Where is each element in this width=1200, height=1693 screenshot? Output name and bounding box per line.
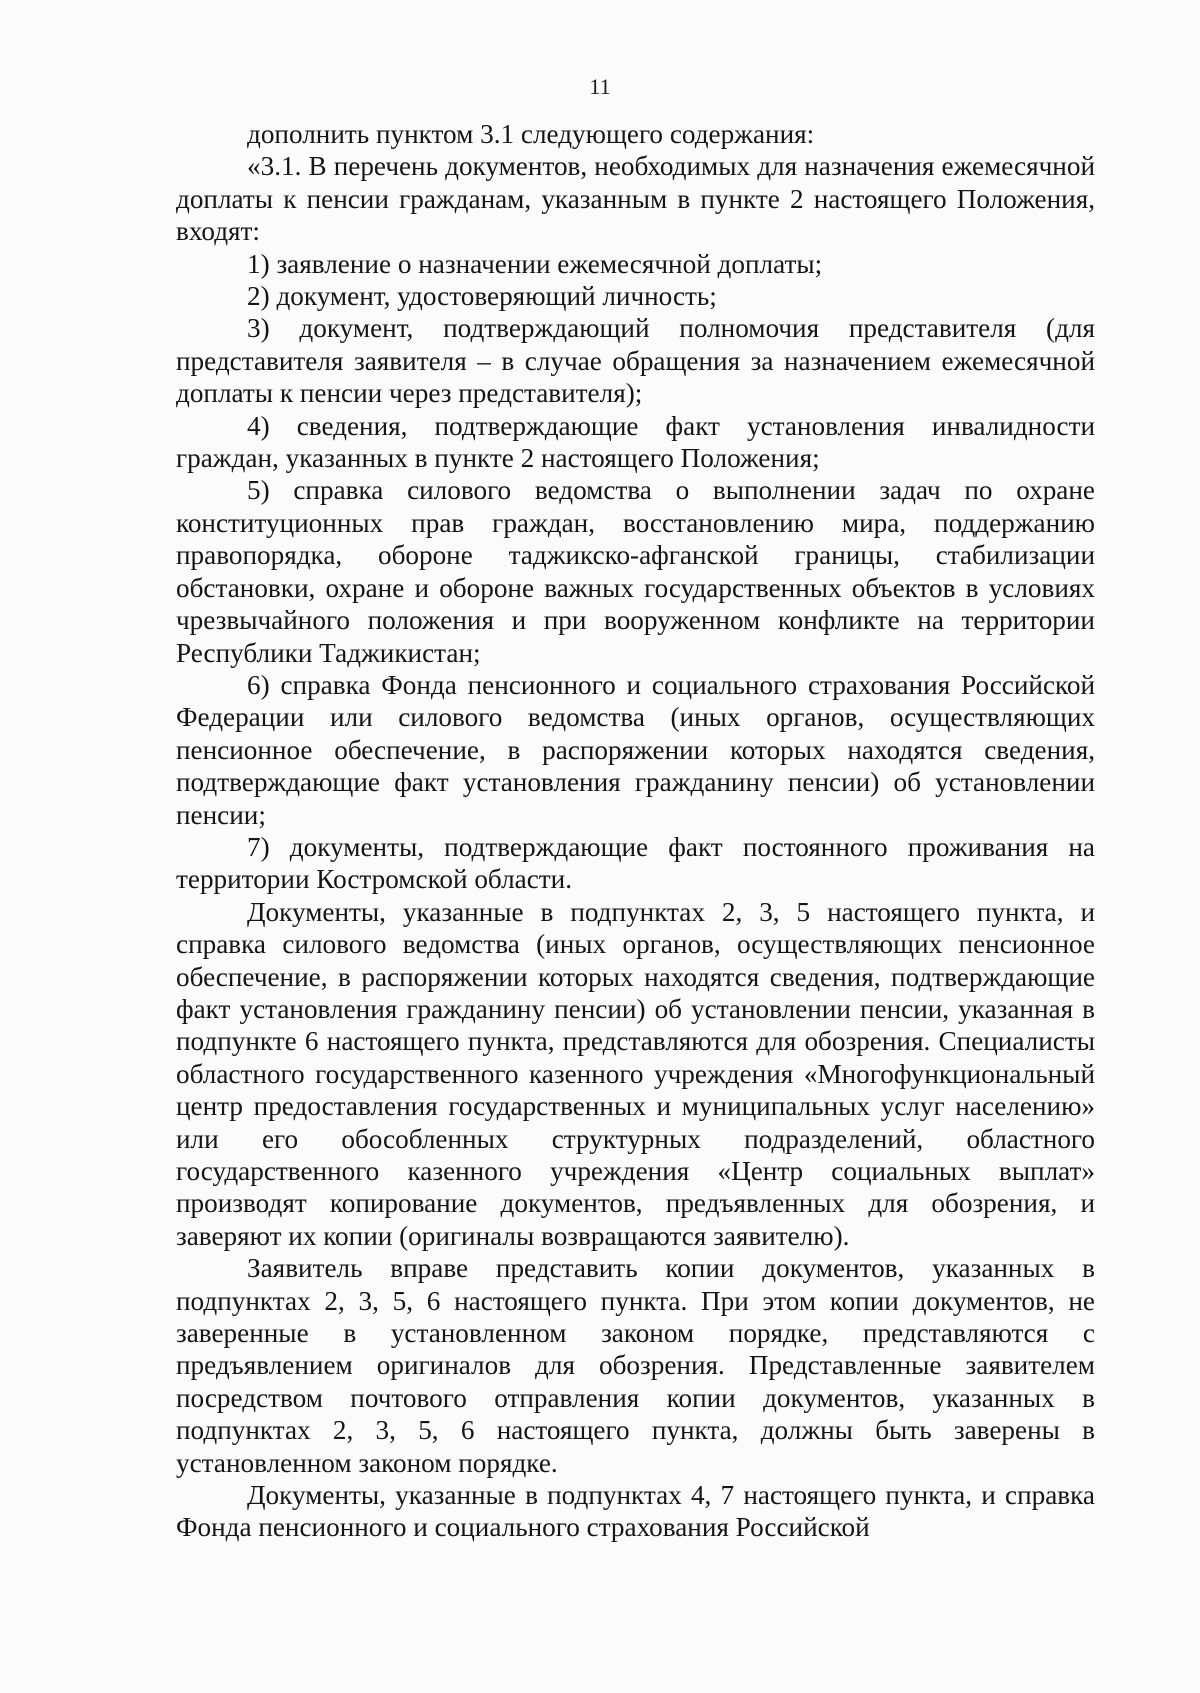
list-item-3: 3) документ, подтверждающий полномочия представителя (для представителя заявителя – в случае обращения за назначением ежемесячной доплаты к пенсии через представителя); <box>176 313 1095 409</box>
paragraph-applicant-copies: Заявитель вправе представить копии документов, указанных в подпунктах 2, 3, 5, 6 настоящего пункта. При этом копии документов, не заверенные в установленном законом порядке, представляются с предъявлением оригиналов для обозрения. Представленные заявителем посредством почтового отправления копии документов, указанных в подпунктах 2, 3, 5, 6 настоящего пункта, должны быть заверены в установленном законом порядке. <box>176 1253 1095 1478</box>
paragraph-intro: дополнить пунктом 3.1 следующего содержания: <box>247 119 815 149</box>
list-item-7: 7) документы, подтверждающие факт постоянного проживания на территории Костромской области. <box>176 831 1095 895</box>
list-item-1: 1) заявление о назначении ежемесячной доплаты; <box>247 248 823 279</box>
document-body <box>176 118 1095 1544</box>
paragraph-documents-4-7: Документы, указанные в подпунктах 4, 7 настоящего пункта, и справка Фонда пенсионного и социального страхования Российской <box>176 1480 1095 1543</box>
list-item-6: 6) справка Фонда пенсионного и социального страхования Российской Федерации или силового ведомства (иных органов, осуществляющих пенсионное обеспечение, в распоряжении которых находятся сведения, подтверждающие факт установления гражданину пенсии) об установлении пенсии; <box>176 669 1095 830</box>
paragraph-documents-review: Документы, указанные в подпунктах 2, 3, 5 настоящего пункта, и справка силового ведомства (иных органов, осуществляющих пенсионное обеспечение, в распоряжении которых находятся сведения, подтверждающие факт установления гражданину пенсии) об установлении пенсии, указанная в подпункте 6 настоящего пункта, представляются для обозрения. Специалисты областного государственного казенного учреждения «Многофункциональный центр предоставления государственных и муниципальных услуг населению» или его обособленных структурных подразделений, областного государственного казенного учреждения «Центр социальных выплат» производят копирование документов, предъявленных для обозрения, и заверяют их копии (оригиналы возвращаются заявителю). <box>176 896 1095 1251</box>
list-item-2: 2) документ, удостоверяющий личность; <box>247 281 717 312</box>
list-item-4: 4) сведения, подтверждающие факт установления инвалидности граждан, указанных в пункте 2 настоящего Положения; <box>176 410 1095 474</box>
list-item-5: 5) справка силового ведомства о выполнении задач по охране конституционных прав граждан, восстановлению мира, поддержанию правопорядка, обороне таджикско-афганской границы, стабилизации обстановки, охране и обороне важных государственных объектов в условиях чрезвычайного положения и при вооруженном конфликте на территории Республики Таджикистан; <box>176 475 1095 668</box>
paragraph-clause-3-1: «3.1. В перечень документов, необходимых для назначения ежемесячной доплаты к пенсии гражданам, указанным в пункте 2 настоящего Положения, входят: <box>176 151 1095 247</box>
page-number: 11 <box>589 74 611 99</box>
